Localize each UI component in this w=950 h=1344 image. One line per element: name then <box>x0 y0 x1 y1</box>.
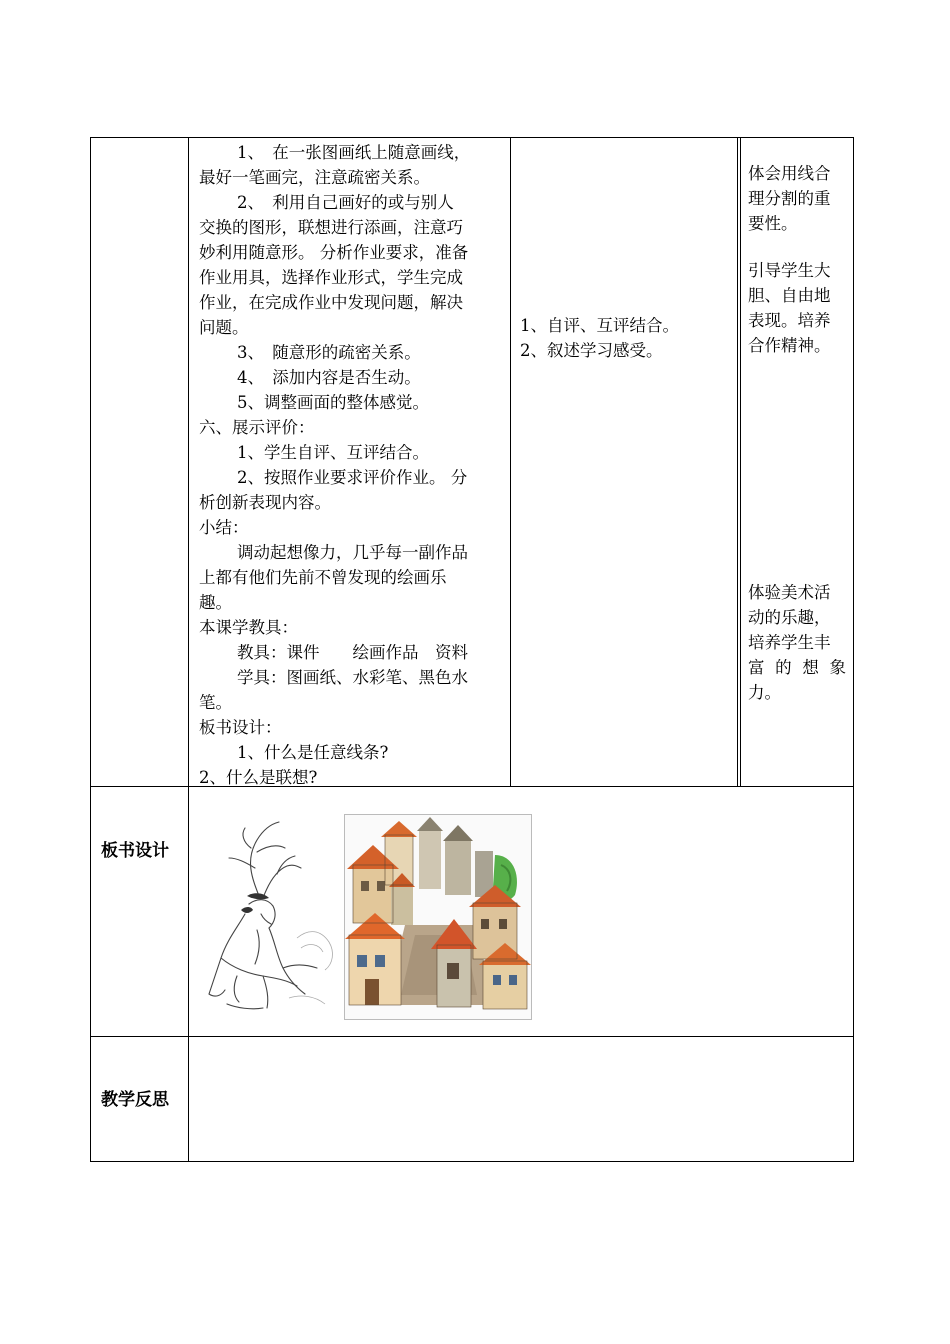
col-divider-3a <box>737 137 738 787</box>
col-divider-3b <box>740 137 741 787</box>
activity-heading: 本课学教具： <box>199 618 298 637</box>
intent-line: 培养学生丰 <box>748 633 831 652</box>
activity-line: 最好一笔画完，注意疏密关系。 <box>199 168 430 187</box>
table-border-right <box>853 137 854 1162</box>
intent-block-2 <box>748 258 846 358</box>
activity-line: 学具：图画纸、水彩笔、黑色水 <box>237 668 468 687</box>
activity-line: 析创新表现内容。 <box>199 493 331 512</box>
student-line: 2、叙述学习感受。 <box>520 341 663 360</box>
activity-heading: 板书设计： <box>199 718 282 737</box>
intent-line: 要性。 <box>748 214 798 233</box>
activity-line: 妙利用随意形。 分析作业要求，准备 <box>199 243 469 262</box>
activity-line: 4、 添加内容是否生动。 <box>237 368 421 387</box>
reflection-label: 教学反思 <box>101 1090 169 1110</box>
activity-line: 调动起想像力，几乎每一副作品 <box>237 543 468 562</box>
activity-line: 作业用具，选择作业形式，学生完成 <box>199 268 463 287</box>
intent-block-3 <box>748 580 846 705</box>
board-design-label: 板书设计 <box>101 841 169 861</box>
intent-line: 引导学生大 <box>748 261 831 280</box>
activity-line: 作业，在完成作业中发现问题，解决 <box>199 293 463 312</box>
intent-line: 富的想象 <box>748 658 846 677</box>
activity-line: 笔。 <box>199 693 232 712</box>
activity-line: 2、 利用自己画好的或与别人 <box>237 193 454 212</box>
activity-heading: 六、展示评价： <box>199 418 315 437</box>
intent-line: 表现。培养 <box>748 311 831 330</box>
col-divider-1 <box>188 137 189 1162</box>
activity-line: 2、按照作业要求评价作业。 分 <box>237 468 468 487</box>
intent-line: 力。 <box>748 683 781 702</box>
activity-heading: 小结： <box>199 518 249 537</box>
intent-line: 合作精神。 <box>748 336 831 355</box>
activity-line: 交换的图形，联想进行添画，注意巧 <box>199 218 463 237</box>
activity-line: 教具：课件 绘画作品 资料 <box>237 643 468 662</box>
line-sketch-drawing <box>197 818 340 1018</box>
activity-line: 3、 随意形的疏密关系。 <box>237 343 421 362</box>
activity-line: 问题。 <box>199 318 249 337</box>
col-divider-2 <box>510 137 511 787</box>
row-divider-2 <box>90 1036 854 1037</box>
activity-line: 1、什么是任意线条? <box>237 743 389 762</box>
student-cell <box>520 313 732 363</box>
town-illustration-image <box>344 814 532 1020</box>
student-line: 1、自评、互评结合。 <box>520 316 679 335</box>
line-sketch-image <box>197 818 340 1018</box>
intent-line: 体会用线合 <box>748 164 831 183</box>
intent-line: 胆、自由地 <box>748 286 831 305</box>
intent-line: 体验美术活 <box>748 583 831 602</box>
intent-line: 动的乐趣， <box>748 608 831 627</box>
activity-line: 上都有他们先前不曾发现的绘画乐 <box>199 568 447 587</box>
activity-line: 1、学生自评、互评结合。 <box>237 443 429 462</box>
activity-line: 1、 在一张图画纸上随意画线， <box>237 143 471 162</box>
intent-line: 理分割的重 <box>748 189 831 208</box>
activity-line: 2、什么是联想? <box>199 768 318 787</box>
activity-line: 趣。 <box>199 593 232 612</box>
table-border-bottom <box>90 1161 854 1162</box>
town-illustration-drawing <box>345 815 531 1019</box>
activity-cell <box>199 140 505 790</box>
intent-block-1 <box>748 161 846 236</box>
table-border-left <box>90 137 91 1162</box>
activity-line: 5、调整画面的整体感觉。 <box>237 393 429 412</box>
